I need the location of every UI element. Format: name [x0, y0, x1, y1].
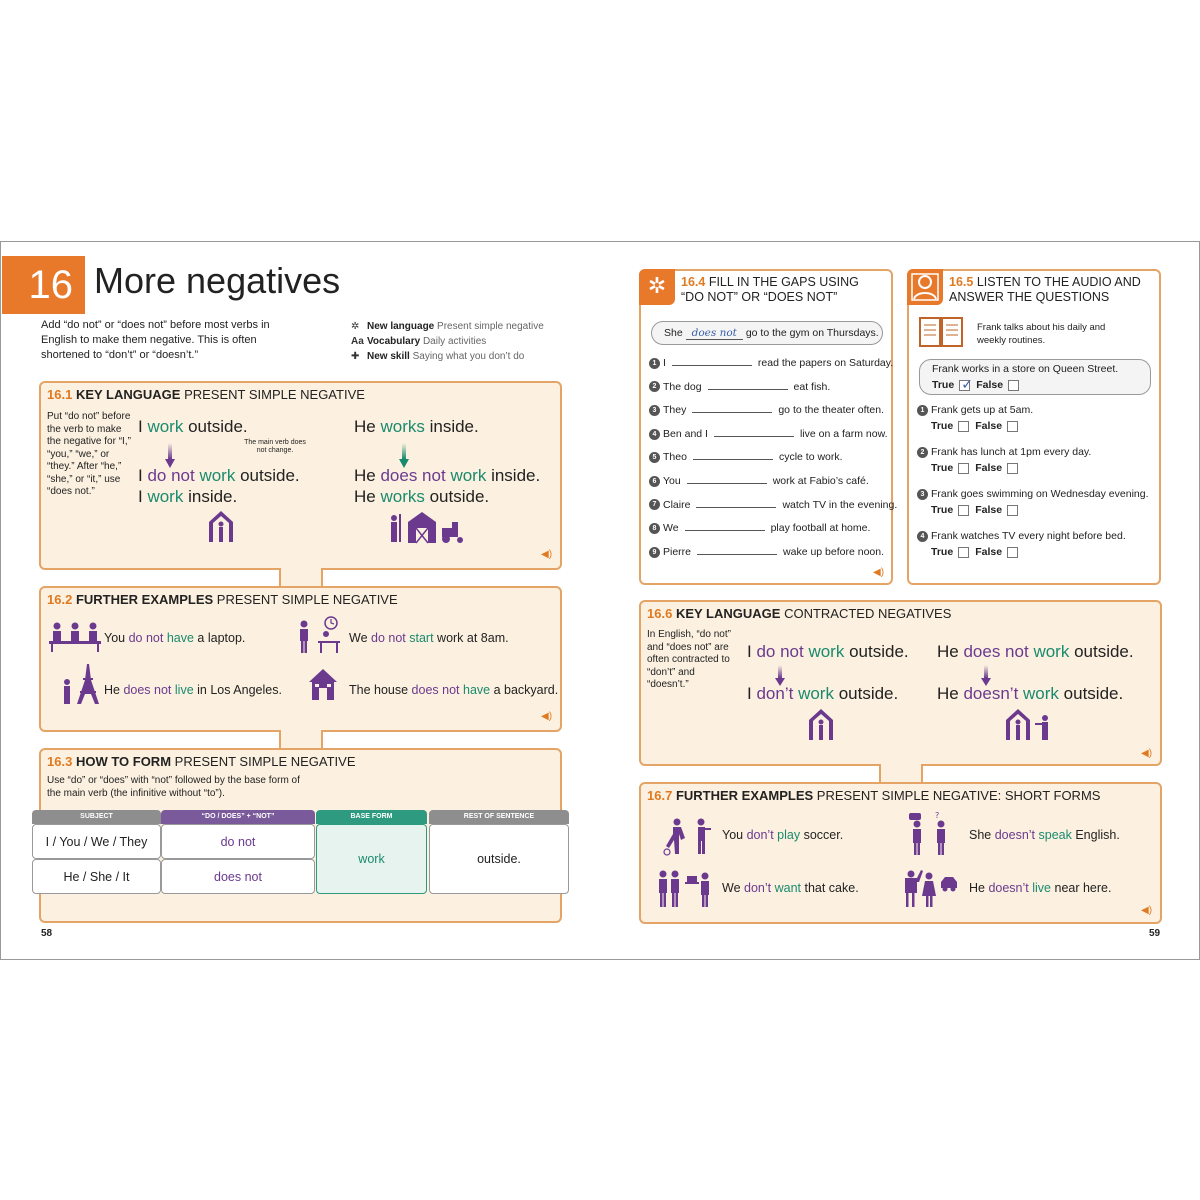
answer-gap-input[interactable] [672, 357, 752, 366]
section-16-3-title: 16.3 HOW TO FORM PRESENT SIMPLE NEGATIVE [47, 754, 356, 769]
true-false-question [917, 530, 1126, 542]
example-we-do-not-start-work: We do not start work at 8am. [349, 631, 509, 645]
question-subject: Pierre [663, 545, 692, 558]
meta-language-label: New language [367, 321, 435, 332]
true-false-question [917, 488, 1149, 500]
example-he-does-not-live-la: He does not live in Los Angeles. [104, 683, 282, 697]
true-checkbox[interactable] [958, 421, 969, 432]
question-text: Frank gets up at 5am. [931, 404, 1034, 416]
header-rest-of-sentence: REST OF SENTENCE [429, 810, 569, 824]
false-label: False [975, 504, 1003, 516]
true-label: True [932, 379, 955, 391]
gap-fill-item [649, 546, 884, 558]
puzzle-icon: ✚ [351, 351, 360, 362]
question-number: 7 [649, 499, 660, 510]
sentence-he-does-not-work-inside: He does not work inside. [354, 466, 541, 485]
true-checkbox[interactable] [958, 505, 969, 516]
person-outside-house-icon [1003, 706, 1055, 742]
panel-connector [279, 568, 323, 588]
sentence-i-work-inside: I work inside. [138, 487, 238, 506]
section-16-7 [639, 782, 1162, 924]
cell-base-form: work [316, 824, 427, 894]
conversation-icon [907, 810, 953, 856]
question-number: 4 [649, 429, 660, 440]
question-subject: Theo [663, 451, 687, 464]
svg-text:?: ? [935, 811, 940, 820]
question-ending: live on a farm now. [799, 427, 888, 440]
person-indoors-icon [806, 706, 836, 742]
answer-gap-input[interactable] [714, 428, 794, 437]
cell-does-not: does not [161, 859, 315, 894]
example-he-doesnt-live-near-here: He doesn’t live near here. [969, 881, 1112, 895]
people-car-icon [903, 868, 959, 908]
sentence-he-works-inside: He works inside. [354, 417, 479, 436]
book-spread [0, 241, 1200, 960]
gap-fill-item [649, 451, 843, 463]
section-16-7-title: 16.7 FURTHER EXAMPLES PRESENT SIMPLE NEGATIVE: SHORT FORMS [647, 788, 1101, 803]
people-cake-icon [657, 868, 713, 908]
gears-icon: ✲ [351, 321, 360, 332]
question-ending: cycle to work. [778, 451, 843, 464]
gap-fill-item [649, 404, 884, 416]
section-16-2 [39, 586, 562, 732]
question-ending: work at Fabio’s café. [772, 475, 869, 487]
house-icon [307, 666, 339, 702]
sentence-i-do-not-work-outside: I do not work outside. [747, 642, 909, 661]
question-subject: You [663, 475, 681, 487]
example-we-dont-want-cake: We don’t want that cake. [722, 881, 859, 895]
speaker-icon[interactable]: ◀) [541, 549, 553, 560]
sentence-i-dont-work-outside: I don’t work outside. [747, 684, 899, 703]
sentence-i-do-not-work-outside: I do not work outside. [138, 466, 300, 485]
vocabulary-icon: Aa [351, 336, 364, 347]
speaker-icon[interactable]: ◀) [1141, 748, 1153, 759]
question-number: 2 [917, 447, 928, 458]
true-false-row [931, 546, 1024, 558]
sentence-i-work-outside: I work outside. [138, 417, 248, 436]
true-false-row [931, 420, 1024, 432]
true-label: True [931, 504, 954, 516]
section-16-2-title: 16.2 FURTHER EXAMPLES PRESENT SIMPLE NEGATIVE [47, 592, 398, 607]
question-number: 2 [649, 381, 660, 392]
sentence-he-does-not-work-outside: He does not work outside. [937, 642, 1134, 661]
section-16-1-title: 16.1 KEY LANGUAGE PRESENT SIMPLE NEGATIVE [47, 387, 365, 402]
example-sentence-box: She does not go to the gym on Thursdays. [651, 321, 883, 345]
sentence-he-doesnt-work-outside: He doesn’t work outside. [937, 684, 1124, 703]
cell-subject-plural: I / You / We / They [32, 824, 161, 859]
false-checkbox[interactable] [1007, 505, 1018, 516]
gap-fill-item [649, 499, 897, 511]
question-ending: read the papers on Saturday. [757, 357, 894, 369]
gear-icon: ✲ [639, 269, 675, 305]
checked-checkbox: ✓ [961, 375, 973, 392]
cell-subject-singular: He / She / It [32, 859, 161, 894]
question-subject: They [663, 404, 687, 417]
answer-gap-input[interactable] [692, 404, 772, 413]
section-16-6-title: 16.6 KEY LANGUAGE CONTRACTED NEGATIVES [647, 606, 952, 621]
question-ending: go to the theater often. [778, 404, 885, 417]
question-ending: wake up before noon. [783, 545, 885, 558]
question-number: 1 [649, 358, 660, 369]
office-worker-clock-icon [296, 616, 342, 654]
audio-caption: Frank talks about his daily and weekly routines. [977, 322, 1106, 346]
lesson-meta [351, 319, 544, 364]
true-label: True [931, 546, 954, 558]
question-subject: I [663, 357, 666, 369]
question-subject: Ben and I [663, 427, 708, 440]
section-16-5 [907, 269, 1161, 585]
true-false-row [931, 462, 1024, 474]
listening-person-icon [907, 269, 943, 305]
question-text: Frank has lunch at 1pm every day. [931, 446, 1092, 458]
gap-fill-item [649, 357, 893, 369]
true-checkbox[interactable] [958, 463, 969, 474]
page-number-right: 59 [1149, 928, 1161, 939]
example-answer: does not [686, 327, 743, 340]
example-statement: Frank works in a store on Queen Street. [932, 363, 1119, 375]
question-number: 3 [649, 405, 660, 416]
example-true-false-box [919, 359, 1151, 395]
example-you-dont-play-soccer: You don’t play soccer. [722, 828, 844, 842]
eiffel-tower-icon [61, 662, 101, 706]
answer-gap-input[interactable] [697, 546, 777, 555]
section-16-4 [639, 269, 898, 585]
diary-illustration [919, 315, 963, 349]
question-ending: play football at home. [770, 522, 871, 535]
true-false-question [917, 446, 1091, 458]
meta-skill-label: New skill [367, 351, 410, 362]
meta-vocab-label: Vocabulary [367, 336, 421, 347]
section-16-1 [39, 381, 562, 570]
question-number: 5 [649, 452, 660, 463]
header-base-form: BASE FORM [316, 810, 427, 824]
answer-gap-input[interactable] [708, 381, 788, 390]
section-16-6 [639, 600, 1162, 766]
false-checkbox[interactable] [1007, 421, 1018, 432]
checkbox[interactable] [1008, 380, 1019, 391]
false-checkbox[interactable] [1007, 463, 1018, 474]
false-label: False [976, 379, 1004, 391]
answer-gap-input[interactable] [696, 499, 776, 508]
person-indoors-icon [206, 508, 236, 544]
cell-rest-of-sentence: outside. [429, 824, 569, 894]
question-number: 9 [649, 547, 660, 558]
false-label: False [975, 546, 1003, 558]
question-subject: The dog [663, 380, 702, 393]
panel-connector [879, 764, 923, 784]
question-ending: watch TV in the evening. [782, 498, 898, 511]
chapter-number: 16 [2, 256, 85, 314]
question-text: Frank watches TV every night before bed. [931, 530, 1126, 542]
meta-language-value: Present simple negative [437, 321, 544, 332]
page-number-left: 58 [41, 928, 53, 939]
example-you-do-not-have-laptop: You do not have a laptop. [104, 631, 246, 645]
speaker-icon[interactable]: ◀) [541, 711, 553, 722]
header-do-does-not: “DO / DOES” + “NOT” [161, 810, 315, 824]
question-number: 4 [917, 531, 928, 542]
meta-vocab-value: Daily activities [422, 336, 487, 347]
meta-skill-value: Saying what you don’t do [412, 351, 525, 362]
section-16-5-title: 16.5 LISTEN TO THE AUDIO AND ANSWER THE QUESTIONS [949, 275, 1141, 304]
chapter-title: More negatives [94, 260, 341, 301]
cell-do-not: do not [161, 824, 315, 859]
section-16-4-title: 16.4 FILL IN THE GAPS USING “DO NOT” OR “DOES NOT” [681, 275, 859, 304]
true-checkbox[interactable] [958, 547, 969, 558]
answer-gap-input[interactable] [687, 475, 767, 484]
question-subject: We [663, 522, 679, 535]
answer-gap-input[interactable] [685, 522, 765, 531]
true-false-question [917, 404, 1033, 416]
question-number: 1 [917, 405, 928, 416]
annotation-main-verb: The main verb does not change. [244, 439, 306, 454]
answer-gap-input[interactable] [693, 451, 773, 460]
true-false-row [931, 504, 1024, 516]
question-text: Frank goes swimming on Wednesday evening. [931, 488, 1149, 500]
example-she-doesnt-speak-english: She doesn’t speak English. [969, 828, 1120, 842]
header-subject: SUBJECT [32, 810, 161, 824]
gap-fill-item [649, 428, 888, 440]
gap-fill-item [649, 522, 870, 534]
false-label: False [975, 462, 1003, 474]
farmer-barn-tractor-icon [386, 510, 471, 544]
example-answer-row [932, 375, 1025, 392]
question-number: 3 [917, 489, 928, 500]
question-subject: Claire [663, 498, 691, 511]
gap-fill-item [649, 475, 869, 487]
example-house-does-not-have-backyard: The house does not have a backyard. [349, 683, 559, 697]
sentence-he-works-outside: He works outside. [354, 487, 490, 506]
question-number: 6 [649, 476, 660, 487]
section-16-1-note: Put “do not” before the verb to make the negative for “I,” “you,” “we,” or “they.” After “he,” “she,” or “it,” use “does not.” [47, 411, 131, 497]
intro-text: Add “do not” or “does not” before most verbs in English to make them negative. This is often shortened to “don’t” or “doesn’t.” [41, 319, 270, 361]
soccer-players-icon [663, 816, 713, 856]
section-16-6-note: In English, “do not” and “does not” are often contracted to “don’t” and “doesn’t.” [647, 629, 731, 690]
speaker-icon[interactable]: ◀) [873, 567, 885, 578]
speaker-icon[interactable]: ◀) [1141, 905, 1153, 916]
gap-fill-item [649, 381, 830, 393]
question-number: 8 [649, 523, 660, 534]
true-label: True [931, 420, 954, 432]
false-label: False [975, 420, 1003, 432]
false-checkbox[interactable] [1007, 547, 1018, 558]
true-label: True [931, 462, 954, 474]
people-at-laptops-icon [49, 620, 101, 652]
panel-connector [279, 730, 323, 750]
section-16-3-note: Use “do” or “does” with “not” followed by the base form of the main verb (the infinitive without “to”). [47, 775, 300, 799]
question-ending: eat fish. [793, 380, 831, 393]
